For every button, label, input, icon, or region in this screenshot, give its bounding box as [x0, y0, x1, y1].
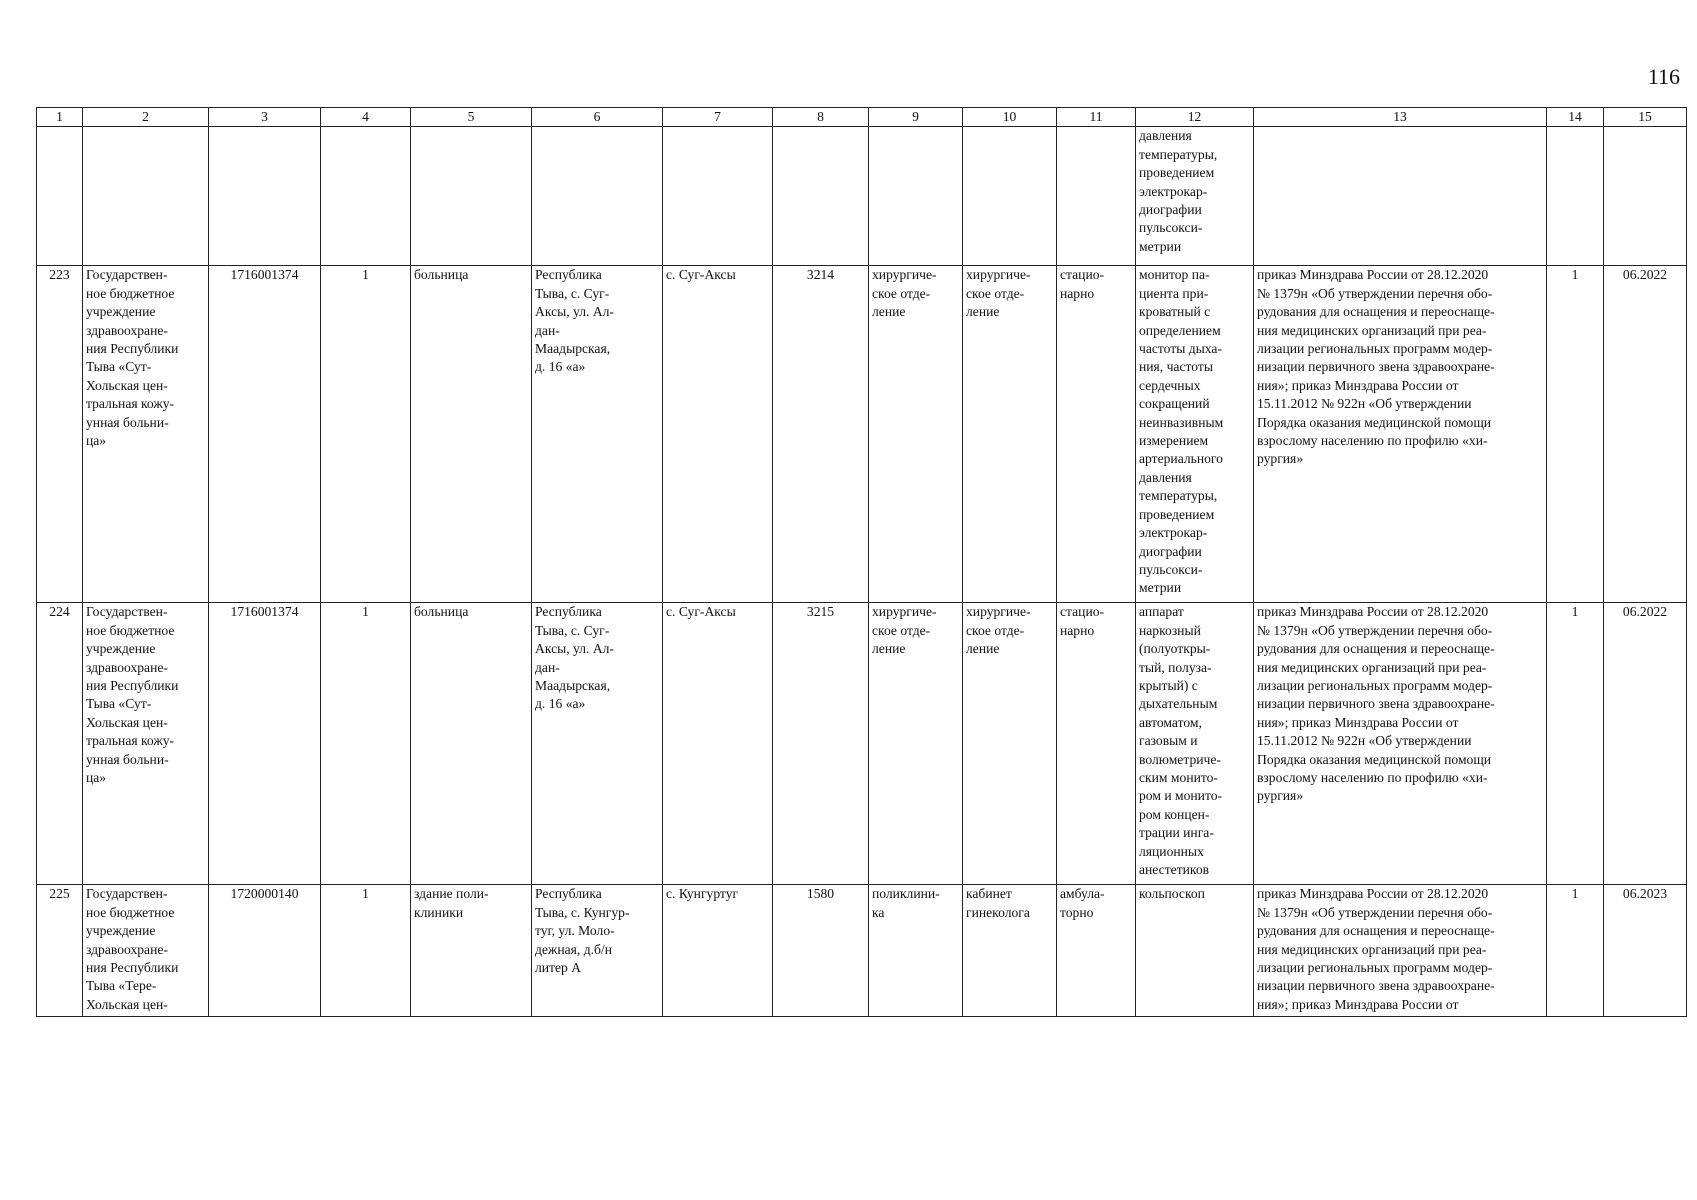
locality-cell: с. Суг-Аксы	[663, 266, 773, 603]
equipment-cell: кольпоскоп	[1136, 885, 1254, 1017]
locality-cell: с. Суг-Аксы	[663, 603, 773, 885]
unit-cell: хирургиче- ское отде- ление	[869, 266, 963, 603]
address-cell: Республика Тыва, с. Кунгур- туг, ул. Моло- дежная, д.б/н литер А	[532, 885, 663, 1017]
count-cell: 1	[321, 603, 411, 885]
date-cell: 06.2022	[1604, 266, 1687, 603]
column-header: 13	[1254, 108, 1547, 127]
register-table	[36, 107, 1687, 1017]
date-cell: 06.2023	[1604, 885, 1687, 1017]
basis-cell: приказ Минздрава России от 28.12.2020 № 1379н «Об утверждении перечня обо- рудования для оснащения и переоснаще- ния медицинских организаций при реа- лизации региональных программ модер- низации первичного звена здравоохране- ния»; приказ Минздрава России от 15.11.2012 № 922н «Об утверждении Порядка оказания медицинской помощи взрослому населению по профилю «хи- рургия»	[1254, 266, 1547, 603]
building-cell: больница	[411, 266, 532, 603]
address-cell: Республика Тыва, с. Суг- Аксы, ул. Ал- дан- Маадырская, д. 16 «а»	[532, 603, 663, 885]
table-row	[37, 266, 1687, 603]
quantity-cell: 1	[1547, 885, 1604, 1017]
building-cell: здание поли- клиники	[411, 885, 532, 1017]
table-row	[37, 603, 1687, 885]
code-cell: 3215	[773, 603, 869, 885]
code-cell: 3214	[773, 266, 869, 603]
column-header: 9	[869, 108, 963, 127]
room-cell: хирургиче- ское отде- ление	[963, 603, 1057, 885]
column-header: 6	[532, 108, 663, 127]
column-header: 7	[663, 108, 773, 127]
count-cell: 1	[321, 266, 411, 603]
locality-cell: с. Кунгуртуг	[663, 885, 773, 1017]
equipment-cell: аппарат наркозный (полуоткры- тый, полуза- крытый) с дыхательным автоматом, газовым и волюметриче- ским монито- ром и монито- ром концен- трации инга- ляционных анестетиков	[1136, 603, 1254, 885]
quantity-cell: 1	[1547, 603, 1604, 885]
column-header: 14	[1547, 108, 1604, 127]
mode-cell: стацио- нарно	[1057, 603, 1136, 885]
column-header: 8	[773, 108, 869, 127]
building-cell: больница	[411, 603, 532, 885]
address-cell: Республика Тыва, с. Суг- Аксы, ул. Ал- дан- Маадырская, д. 16 «а»	[532, 266, 663, 603]
inn-cell: 1720000140	[209, 885, 321, 1017]
count-cell: 1	[321, 885, 411, 1017]
column-header: 15	[1604, 108, 1687, 127]
row-number: 225	[37, 885, 83, 1017]
mode-cell: амбула- торно	[1057, 885, 1136, 1017]
inn-cell: 1716001374	[209, 603, 321, 885]
organization-cell: Государствен- ное бюджетное учреждение здравоохране- ния Республики Тыва «Сут- Хольская цен- тральная кожу- унная больни- ца»	[83, 266, 209, 603]
header-row	[37, 108, 1687, 127]
basis-cell: приказ Минздрава России от 28.12.2020 № 1379н «Об утверждении перечня обо- рудования для оснащения и переоснаще- ния медицинских организаций при реа- лизации региональных программ модер- низации первичного звена здравоохране- ния»; приказ Минздрава России от 15.11.2012 № 922н «Об утверждении Порядка оказания медицинской помощи взрослому населению по профилю «хи- рургия»	[1254, 603, 1547, 885]
column-header: 12	[1136, 108, 1254, 127]
column-header: 11	[1057, 108, 1136, 127]
room-cell: хирургиче- ское отде- ление	[963, 266, 1057, 603]
equipment-cell: давления температуры, проведением электрокар- диографии пульсокси- метрии	[1136, 127, 1254, 266]
date-cell: 06.2022	[1604, 603, 1687, 885]
row-number: 224	[37, 603, 83, 885]
column-header: 4	[321, 108, 411, 127]
organization-cell: Государствен- ное бюджетное учреждение здравоохране- ния Республики Тыва «Тере- Хольская цен-	[83, 885, 209, 1017]
column-header: 3	[209, 108, 321, 127]
column-header: 10	[963, 108, 1057, 127]
unit-cell: поликлини- ка	[869, 885, 963, 1017]
continuation-row	[37, 127, 1687, 266]
inn-cell: 1716001374	[209, 266, 321, 603]
unit-cell: хирургиче- ское отде- ление	[869, 603, 963, 885]
room-cell: кабинет гинеколога	[963, 885, 1057, 1017]
column-header: 1	[37, 108, 83, 127]
organization-cell: Государствен- ное бюджетное учреждение здравоохране- ния Республики Тыва «Сут- Хольская цен- тральная кожу- унная больни- ца»	[83, 603, 209, 885]
page-number: 116	[1647, 64, 1680, 89]
column-header: 2	[83, 108, 209, 127]
column-header: 5	[411, 108, 532, 127]
equipment-cell: монитор па- циента при- кроватный с определением частоты дыха- ния, частоты сердечных сокращений неинвазивным измерением артериального давления температуры, проведением электрокар- диографии пульсокси- метрии	[1136, 266, 1254, 603]
row-number: 223	[37, 266, 83, 603]
code-cell: 1580	[773, 885, 869, 1017]
table-row	[37, 885, 1687, 1017]
mode-cell: стацио- нарно	[1057, 266, 1136, 603]
quantity-cell: 1	[1547, 266, 1604, 603]
basis-cell: приказ Минздрава России от 28.12.2020 № 1379н «Об утверждении перечня обо- рудования для оснащения и переоснаще- ния медицинских организаций при реа- лизации региональных программ модер- низации первичного звена здравоохране- ния»; приказ Минздрава России от	[1254, 885, 1547, 1017]
